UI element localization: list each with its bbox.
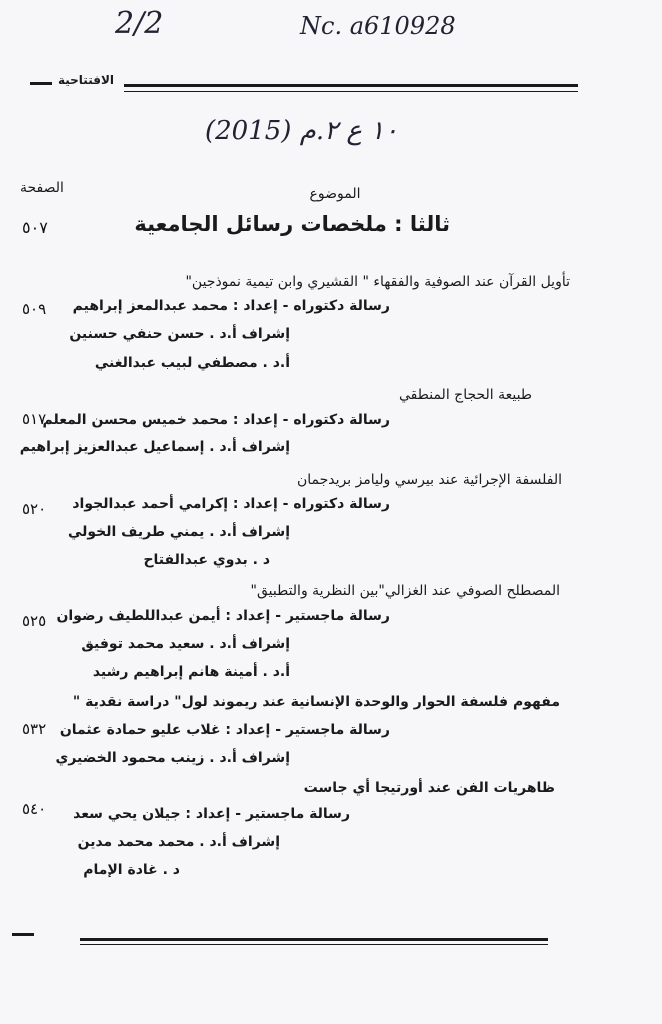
entry-line: د . غادة الإمام [83,862,180,878]
header-rule-thin [124,91,578,92]
handwritten-page-mark: 2/2 [115,6,164,41]
entry-line: إشراف أ.د . حسن حنفي حسنين [69,326,290,342]
entry-line: إشراف أ.د . يمني طريف الخولي [67,524,290,540]
entry-line: رسالة دكتوراه - إعداد : محمد خميس محسن المعلم [42,412,390,428]
entry-title: طبيعة الحجاج المنطقي [399,387,532,403]
entry-title: تأويل القرآن عند الصوفية والفقهاء " القشيري وابن تيمية نموذجين" [185,274,570,290]
entry-page-number: ٥٢٥ [22,612,47,630]
section-title: ثالثا : ملخصات رسائل الجامعية [134,212,450,236]
header-rule [124,84,578,87]
section-page-number: ٥٠٧ [22,218,48,237]
handwritten-issue-note: (2015) ١٠ ع ٢.م [205,116,399,146]
entry-title: الفلسفة الإجرائية عند بيرسي وليامز بريدجمان [296,472,562,488]
entry-line: رسالة ماجستير - إعداد : جيلان يحي سعد [73,806,350,822]
page-column-heading: الصفحة [20,180,64,196]
footer-rule-thin [80,944,548,945]
footer-rule [80,938,548,941]
entry-line: رسالة دكتوراه - إعداد : محمد عبدالمعز إبراهيم [72,298,390,314]
entry-page-number: ٥٢٠ [22,500,47,518]
entry-line: رسالة ماجستير - إعداد : أيمن عبداللطيف رضوان [56,608,390,624]
header-section-label: الافتتاحية [57,73,115,87]
footer-rule-short [12,933,34,936]
entry-line: أ.د . مصطفي لبيب عبدالغني [94,355,290,371]
entry-line: د . بدوي عبدالفتاح [143,552,270,568]
entry-page-number: ٥٤٠ [22,800,47,818]
entry-line: إشراف أ.د . إسماعيل عبدالعزيز إبراهيم [19,439,290,455]
header-rule-short [30,82,52,85]
entry-line: إشراف أ.د . زينب محمود الخضيري [55,750,290,766]
entry-page-number: ٥٣٢ [22,720,47,738]
topic-column-heading: الموضوع [309,186,361,202]
entry-title: ظاهريات الفن عند أورتيجا أي جاست [303,780,555,796]
entry-page-number: ٥٠٩ [22,300,47,318]
entry-line: رسالة ماجستير - إعداد : غلاب عليو حمادة عثمان [59,722,390,738]
entry-line: رسالة دكتوراه - إعداد : إكرامي أحمد عبدالجواد [72,496,390,512]
handwritten-accession-number: Nc. a610928 [300,12,456,40]
entry-line: إشراف أ.د . محمد محمد مدين [77,834,280,850]
entry-title: مفهوم فلسفة الحوار والوحدة الإنسانية عند ريموند لول" دراسة نقدية " [72,694,560,710]
entry-title: المصطلح الصوفي عند الغزالي"بين النظرية والتطبيق" [250,583,560,599]
entry-line: إشراف أ.د . سعيد محمد توفيق [81,636,290,652]
entry-line: أ.د . أمينة هانم إبراهيم رشيد [92,664,290,680]
entry-page-number: ٥١٧ [22,410,47,428]
